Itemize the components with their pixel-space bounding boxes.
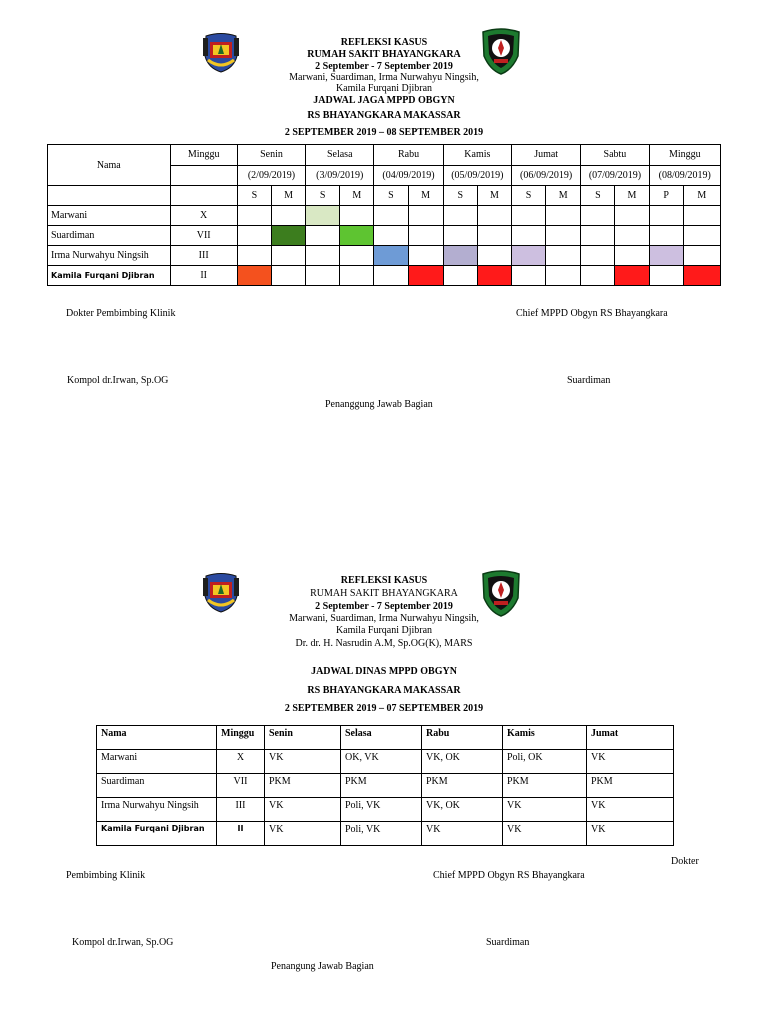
shift-header: S bbox=[306, 186, 340, 206]
shift-cell bbox=[581, 206, 615, 226]
col-header: Nama bbox=[97, 726, 217, 750]
shift-cell bbox=[511, 266, 545, 286]
shift-cell bbox=[683, 226, 720, 246]
shift-cell bbox=[511, 206, 545, 226]
shift-header: S bbox=[511, 186, 545, 206]
schedule-place: RS BHAYANGKARA MAKASSAR bbox=[307, 110, 461, 121]
day-header: Rabu bbox=[374, 145, 443, 166]
student-minggu: II bbox=[217, 822, 265, 846]
shift-cell bbox=[374, 226, 408, 246]
shift-cell bbox=[443, 266, 477, 286]
day-header: Jumat bbox=[511, 145, 580, 166]
student-name: Suardiman bbox=[48, 226, 171, 246]
student-minggu: VII bbox=[170, 226, 237, 246]
date-header: (06/09/2019) bbox=[511, 165, 580, 186]
shift-cell bbox=[683, 266, 720, 286]
date-header: (07/09/2019) bbox=[581, 165, 649, 186]
shift-cell bbox=[306, 206, 340, 226]
duty-cell: VK bbox=[265, 750, 341, 774]
schedule-period: 2 SEPTEMBER 2019 – 07 SEPTEMBER 2019 bbox=[284, 703, 484, 714]
date-header: (2/09/2019) bbox=[237, 165, 305, 186]
shift-cell bbox=[408, 266, 443, 286]
student-name: Irma Nurwahyu Ningsih bbox=[48, 246, 171, 266]
shift-cell bbox=[683, 246, 720, 266]
duty-cell: VK bbox=[587, 750, 674, 774]
blank-cell bbox=[48, 186, 171, 206]
duty-cell: VK bbox=[265, 798, 341, 822]
shift-header: S bbox=[581, 186, 615, 206]
shift-cell bbox=[581, 246, 615, 266]
shift-cell bbox=[408, 226, 443, 246]
table-row bbox=[48, 226, 721, 246]
shift-cell bbox=[546, 266, 581, 286]
blank-cell bbox=[170, 186, 237, 206]
report-period: 2 September - 7 September 2019 bbox=[315, 601, 453, 612]
shift-cell bbox=[237, 226, 271, 246]
table-row bbox=[97, 822, 674, 846]
shift-cell bbox=[683, 206, 720, 226]
shift-cell bbox=[649, 226, 683, 246]
authors-line-2: Kamila Furqani Djibran bbox=[335, 625, 433, 636]
duty-cell: VK bbox=[587, 798, 674, 822]
jadwal-dinas-table bbox=[96, 725, 674, 846]
sig-dokter-label: Dokter bbox=[671, 856, 699, 867]
student-name: Marwani bbox=[97, 750, 217, 774]
date-header: (04/09/2019) bbox=[374, 165, 443, 186]
duty-cell: OK, VK bbox=[341, 750, 422, 774]
duty-cell: VK bbox=[503, 798, 587, 822]
shift-cell bbox=[615, 246, 649, 266]
table-row bbox=[48, 246, 721, 266]
student-minggu: II bbox=[170, 266, 237, 286]
col-header: Kamis bbox=[503, 726, 587, 750]
sig-right-name: Suardiman bbox=[486, 937, 530, 948]
shift-cell bbox=[511, 226, 545, 246]
shift-cell bbox=[306, 246, 340, 266]
shift-cell bbox=[546, 246, 581, 266]
shift-cell bbox=[615, 266, 649, 286]
table-row bbox=[48, 266, 721, 286]
shift-cell bbox=[408, 246, 443, 266]
minggu-blank bbox=[170, 165, 237, 186]
table-row bbox=[48, 206, 721, 226]
duty-cell: PKM bbox=[265, 774, 341, 798]
sig-left-title: Pembimbing Klinik bbox=[66, 870, 146, 881]
col-header: Senin bbox=[265, 726, 341, 750]
col-header: Selasa bbox=[341, 726, 422, 750]
shift-cell bbox=[546, 206, 581, 226]
shift-cell bbox=[374, 246, 408, 266]
shift-cell bbox=[615, 226, 649, 246]
student-minggu: X bbox=[170, 206, 237, 226]
col-header-minggu: Minggu bbox=[170, 145, 237, 166]
date-header: (3/09/2019) bbox=[306, 165, 374, 186]
student-name: Kamila Furqani Djibran bbox=[48, 266, 171, 286]
authors-line-2: Kamila Furqani Djibran bbox=[335, 83, 433, 94]
hospital-name: RUMAH SAKIT BHAYANGKARA bbox=[307, 49, 461, 60]
duty-cell: VK bbox=[587, 822, 674, 846]
sig-right-name: Suardiman bbox=[567, 375, 611, 386]
duty-cell: Poli, VK bbox=[341, 798, 422, 822]
sig-left-name: Kompol dr.Irwan, Sp.OG bbox=[72, 937, 174, 948]
table-row bbox=[97, 774, 674, 798]
shift-cell bbox=[306, 266, 340, 286]
shift-cell bbox=[374, 266, 408, 286]
shift-cell bbox=[271, 226, 305, 246]
shift-cell bbox=[649, 206, 683, 226]
duty-cell: PKM bbox=[587, 774, 674, 798]
student-name: Marwani bbox=[48, 206, 171, 226]
student-minggu: X bbox=[217, 750, 265, 774]
schedule-place: RS BHAYANGKARA MAKASSAR bbox=[307, 685, 461, 696]
responsible-label: Penanggung Jawab Bagian bbox=[325, 399, 433, 410]
student-name: Kamila Furqani Djibran bbox=[97, 822, 217, 846]
report-period: 2 September - 7 September 2019 bbox=[315, 61, 453, 72]
shift-header: M bbox=[340, 186, 374, 206]
report-title: REFLEKSI KASUS bbox=[340, 575, 428, 586]
shift-cell bbox=[477, 266, 511, 286]
shift-header: M bbox=[477, 186, 511, 206]
shift-header: M bbox=[683, 186, 720, 206]
supervisor-line: Dr. dr. H. Nasrudin A.M, Sp.OG(K), MARS bbox=[295, 638, 473, 649]
sig-left-title: Dokter Pembimbing Klinik bbox=[66, 308, 176, 319]
shift-cell bbox=[477, 226, 511, 246]
shift-cell bbox=[340, 266, 374, 286]
duty-cell: VK, OK bbox=[422, 750, 503, 774]
header-row-shifts bbox=[48, 186, 721, 206]
header-row bbox=[97, 726, 674, 750]
shift-cell bbox=[477, 246, 511, 266]
shift-header: M bbox=[408, 186, 443, 206]
day-header: Selasa bbox=[306, 145, 374, 166]
shift-cell bbox=[340, 246, 374, 266]
shift-header: S bbox=[374, 186, 408, 206]
student-minggu: III bbox=[170, 246, 237, 266]
jadwal-jaga-table bbox=[47, 144, 721, 286]
student-name: Irma Nurwahyu Ningsih bbox=[97, 798, 217, 822]
authors-line-1: Marwani, Suardiman, Irma Nurwahyu Ningsih, bbox=[289, 72, 479, 83]
shift-cell bbox=[306, 226, 340, 246]
shift-cell bbox=[581, 266, 615, 286]
shift-cell bbox=[615, 206, 649, 226]
col-header: Minggu bbox=[217, 726, 265, 750]
sig-left-name: Kompol dr.Irwan, Sp.OG bbox=[67, 375, 169, 386]
shift-cell bbox=[237, 206, 271, 226]
table-row bbox=[97, 798, 674, 822]
shift-cell bbox=[649, 246, 683, 266]
shift-cell bbox=[271, 266, 305, 286]
shift-header: S bbox=[237, 186, 271, 206]
shift-cell bbox=[546, 226, 581, 246]
shift-cell bbox=[271, 206, 305, 226]
shift-header: P bbox=[649, 186, 683, 206]
col-header: Jumat bbox=[587, 726, 674, 750]
student-minggu: III bbox=[217, 798, 265, 822]
duty-cell: VK bbox=[265, 822, 341, 846]
day-header: Minggu bbox=[649, 145, 720, 166]
sig-right-title: Chief MPPD Obgyn RS Bhayangkara bbox=[433, 870, 585, 881]
student-minggu: VII bbox=[217, 774, 265, 798]
day-header: Senin bbox=[237, 145, 305, 166]
duty-cell: VK bbox=[422, 822, 503, 846]
header-row-days bbox=[48, 145, 721, 166]
date-header: (05/09/2019) bbox=[443, 165, 511, 186]
student-name: Suardiman bbox=[97, 774, 217, 798]
shift-cell bbox=[374, 206, 408, 226]
schedule-period: 2 SEPTEMBER 2019 – 08 SEPTEMBER 2019 bbox=[284, 127, 484, 138]
shift-cell bbox=[477, 206, 511, 226]
shift-cell bbox=[443, 226, 477, 246]
duty-cell: VK bbox=[503, 822, 587, 846]
shift-header: M bbox=[271, 186, 305, 206]
shift-cell bbox=[340, 206, 374, 226]
duty-cell: VK, OK bbox=[422, 798, 503, 822]
day-header: Sabtu bbox=[581, 145, 649, 166]
authors-line-1: Marwani, Suardiman, Irma Nurwahyu Ningsih, bbox=[289, 613, 479, 624]
duty-cell: PKM bbox=[503, 774, 587, 798]
shift-cell bbox=[271, 246, 305, 266]
shift-cell bbox=[443, 206, 477, 226]
sig-right-title: Chief MPPD Obgyn RS Bhayangkara bbox=[516, 308, 668, 319]
schedule-title: JADWAL DINAS MPPD OBGYN bbox=[311, 666, 457, 677]
duty-cell: PKM bbox=[341, 774, 422, 798]
schedule-title: JADWAL JAGA MPPD OBGYN bbox=[313, 95, 455, 106]
shift-cell bbox=[649, 266, 683, 286]
report-title: REFLEKSI KASUS bbox=[340, 37, 428, 48]
shift-header: S bbox=[443, 186, 477, 206]
date-header: (08/09/2019) bbox=[649, 165, 720, 186]
shift-cell bbox=[340, 226, 374, 246]
shift-cell bbox=[581, 226, 615, 246]
col-header: Rabu bbox=[422, 726, 503, 750]
day-header: Kamis bbox=[443, 145, 511, 166]
shift-header: M bbox=[546, 186, 581, 206]
shift-cell bbox=[443, 246, 477, 266]
shift-cell bbox=[408, 206, 443, 226]
shift-cell bbox=[237, 266, 271, 286]
hospital-name: RUMAH SAKIT BHAYANGKARA bbox=[310, 588, 458, 599]
shift-cell bbox=[511, 246, 545, 266]
shift-header: M bbox=[615, 186, 649, 206]
responsible-label: Penangung Jawab Bagian bbox=[271, 961, 374, 972]
col-header-nama: Nama bbox=[48, 145, 171, 186]
table-row bbox=[97, 750, 674, 774]
duty-cell: Poli, OK bbox=[503, 750, 587, 774]
shift-cell bbox=[237, 246, 271, 266]
duty-cell: PKM bbox=[422, 774, 503, 798]
duty-cell: Poli, VK bbox=[341, 822, 422, 846]
